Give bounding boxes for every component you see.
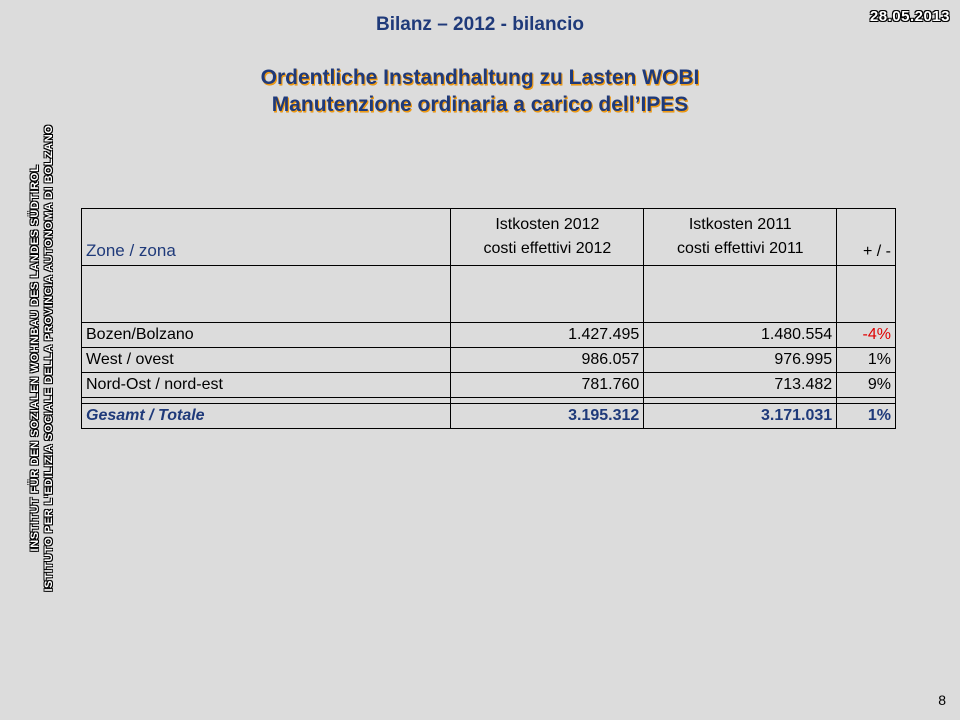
total-zone-cell: Gesamt / Totale (82, 404, 451, 429)
zone-cell: Nord-Ost / nord-est (82, 373, 451, 398)
header-2011 (644, 209, 837, 266)
header-date: 28.05.2013 (869, 8, 950, 25)
table-header-row (82, 209, 896, 266)
header-2011-it: costi effettivi 2011 (676, 240, 804, 257)
header-2012 (451, 209, 644, 266)
total-2011-cell: 3.171.031 (644, 404, 837, 429)
change-cell: -4% (837, 323, 896, 348)
cost-2012-cell: 1.427.495 (451, 323, 644, 348)
header-spacer (82, 266, 896, 323)
header-2011-de: Istkosten 2011 (688, 216, 792, 233)
cost-2011-cell: 1.480.554 (644, 323, 837, 348)
change-cell: 9% (837, 373, 896, 398)
header-zone: Zone / zona (82, 209, 451, 266)
institute-name-it: ISTITUTO PER L'EDILIZIA SOCIALE DELLA PROVINCIA AUTONOMA DI BOLZANO (43, 124, 55, 592)
cost-2011-cell: 713.482 (644, 373, 837, 398)
institute-name-de: INSTITUT FÜR DEN SOZIALEN WOHNBAU DES LANDES SÜDTIROL (29, 164, 41, 552)
cost-2012-cell: 986.057 (451, 348, 644, 373)
total-row (82, 404, 896, 429)
table-row (82, 373, 896, 398)
header-change: + / - (837, 209, 896, 266)
table-row (82, 348, 896, 373)
page-number: 8 (938, 692, 946, 708)
zone-cell: Bozen/Bolzano (82, 323, 451, 348)
cost-2011-cell: 976.995 (644, 348, 837, 373)
cost-2012-cell: 781.760 (451, 373, 644, 398)
total-2012-cell: 3.195.312 (451, 404, 644, 429)
cost-table (81, 208, 896, 429)
main-title-line-de: Ordentliche Instandhaltung zu Lasten WOBI (260, 66, 700, 89)
header-2012-it: costi effettivi 2012 (483, 240, 612, 257)
change-cell: 1% (837, 348, 896, 373)
total-change-cell: 1% (837, 404, 896, 429)
table-row (82, 323, 896, 348)
main-title-line-it: Manutenzione ordinaria a carico dell’IPES (271, 93, 689, 116)
header-2012-de: Istkosten 2012 (495, 216, 600, 233)
main-title (0, 64, 960, 118)
header-title: Bilanz – 2012 - bilancio (375, 14, 585, 35)
zone-cell: West / ovest (82, 348, 451, 373)
institute-name-vertical (28, 58, 56, 658)
